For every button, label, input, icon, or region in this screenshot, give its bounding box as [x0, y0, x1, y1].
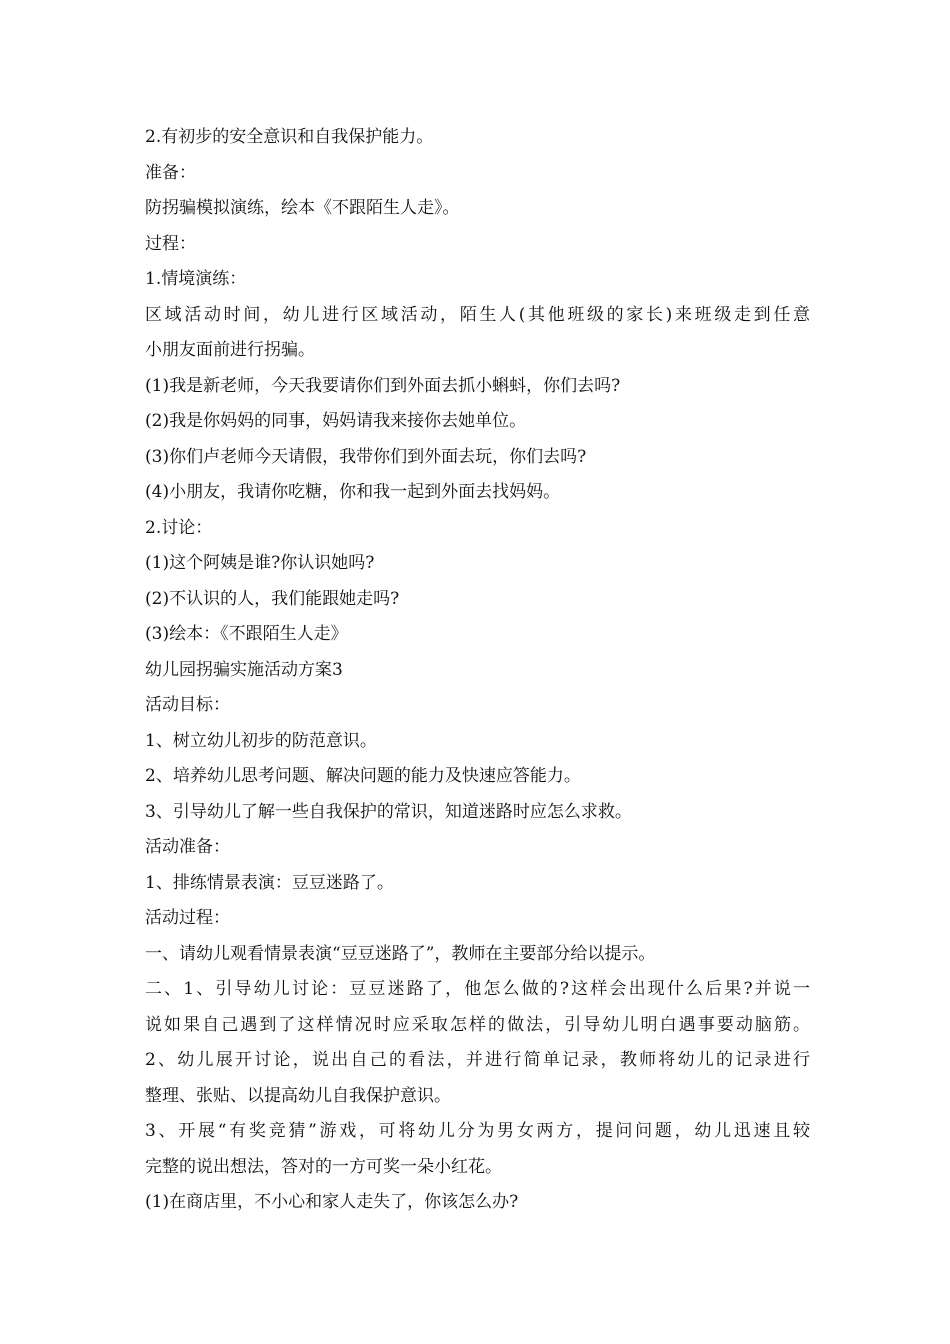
text-line: 一、请幼儿观看情景表演“豆豆迷路了”，教师在主要部分给以提示。	[145, 943, 656, 964]
text-line: 1、树立幼儿初步的防范意识。	[145, 730, 377, 751]
text-line: (1)这个阿姨是谁?你认识她吗?	[145, 553, 375, 573]
document-body	[145, 120, 810, 1221]
text-line: 完整的说出想法，答对的一方可奖一朵小红花。	[145, 1156, 502, 1177]
text-line: (1)在商店里，不小心和家人走失了，你该怎么办?	[145, 1192, 519, 1212]
text-line: 幼儿园拐骗实施活动方案3	[145, 659, 343, 680]
text-line: 过程：	[145, 233, 196, 254]
text-line: 活动过程：	[145, 908, 230, 928]
text-line: 3、引导幼儿了解一些自我保护的常识，知道迷路时应怎么求救。	[145, 801, 632, 822]
text-line: 2.有初步的安全意识和自我保护能力。	[145, 127, 434, 147]
text-line: 小朋友面前进行拐骗。	[145, 340, 315, 360]
text-line: (2)不认识的人，我们能跟她走吗?	[145, 588, 400, 609]
text-line: 活动目标：	[145, 695, 230, 715]
text-line: (2)我是你妈妈的同事，妈妈请我来接你去她单位。	[145, 411, 527, 431]
text-line: 区域活动时间，幼儿进行区域活动，陌生人(其他班级的家长)来班级走到任意	[145, 304, 810, 325]
text-line: 防拐骗模拟演练，绘本《不跟陌生人走》。	[145, 198, 460, 218]
text-line: (3)绘本：《不跟陌生人走》	[145, 624, 348, 644]
text-line: 2、幼儿展开讨论，说出自己的看法，并进行简单记录，教师将幼儿的记录进行	[145, 1050, 810, 1070]
text-line: 2、培养幼儿思考问题、解决问题的能力及快速应答能力。	[145, 766, 581, 786]
text-line: 二、1、引导幼儿讨论：豆豆迷路了，他怎么做的?这样会出现什么后果?并说一	[145, 979, 810, 999]
text-line: 2.讨论：	[145, 517, 213, 538]
text-line: 3、开展“有奖竞猜”游戏，可将幼儿分为男女两方，提问问题，幼儿迅速且较	[145, 1121, 810, 1141]
text-line: 说如果自己遇到了这样情况时应采取怎样的做法，引导幼儿明白遇事要动脑筋。	[145, 1014, 810, 1035]
text-line: (3)你们卢老师今天请假，我带你们到外面去玩，你们去吗?	[145, 446, 587, 467]
text-line: 1.情境演练：	[145, 269, 247, 289]
text-line: (1)我是新老师，今天我要请你们到外面去抓小蝌蚪，你们去吗?	[145, 375, 621, 396]
text-line: 准备：	[145, 162, 196, 183]
text-line: 1、排练情景表演：豆豆迷路了。	[145, 872, 394, 893]
text-line: 整理、张贴、以提高幼儿自我保护意识。	[145, 1085, 451, 1106]
text-line: (4)小朋友，我请你吃糖，你和我一起到外面去找妈妈。	[145, 482, 561, 502]
text-line: 活动准备：	[145, 837, 230, 857]
